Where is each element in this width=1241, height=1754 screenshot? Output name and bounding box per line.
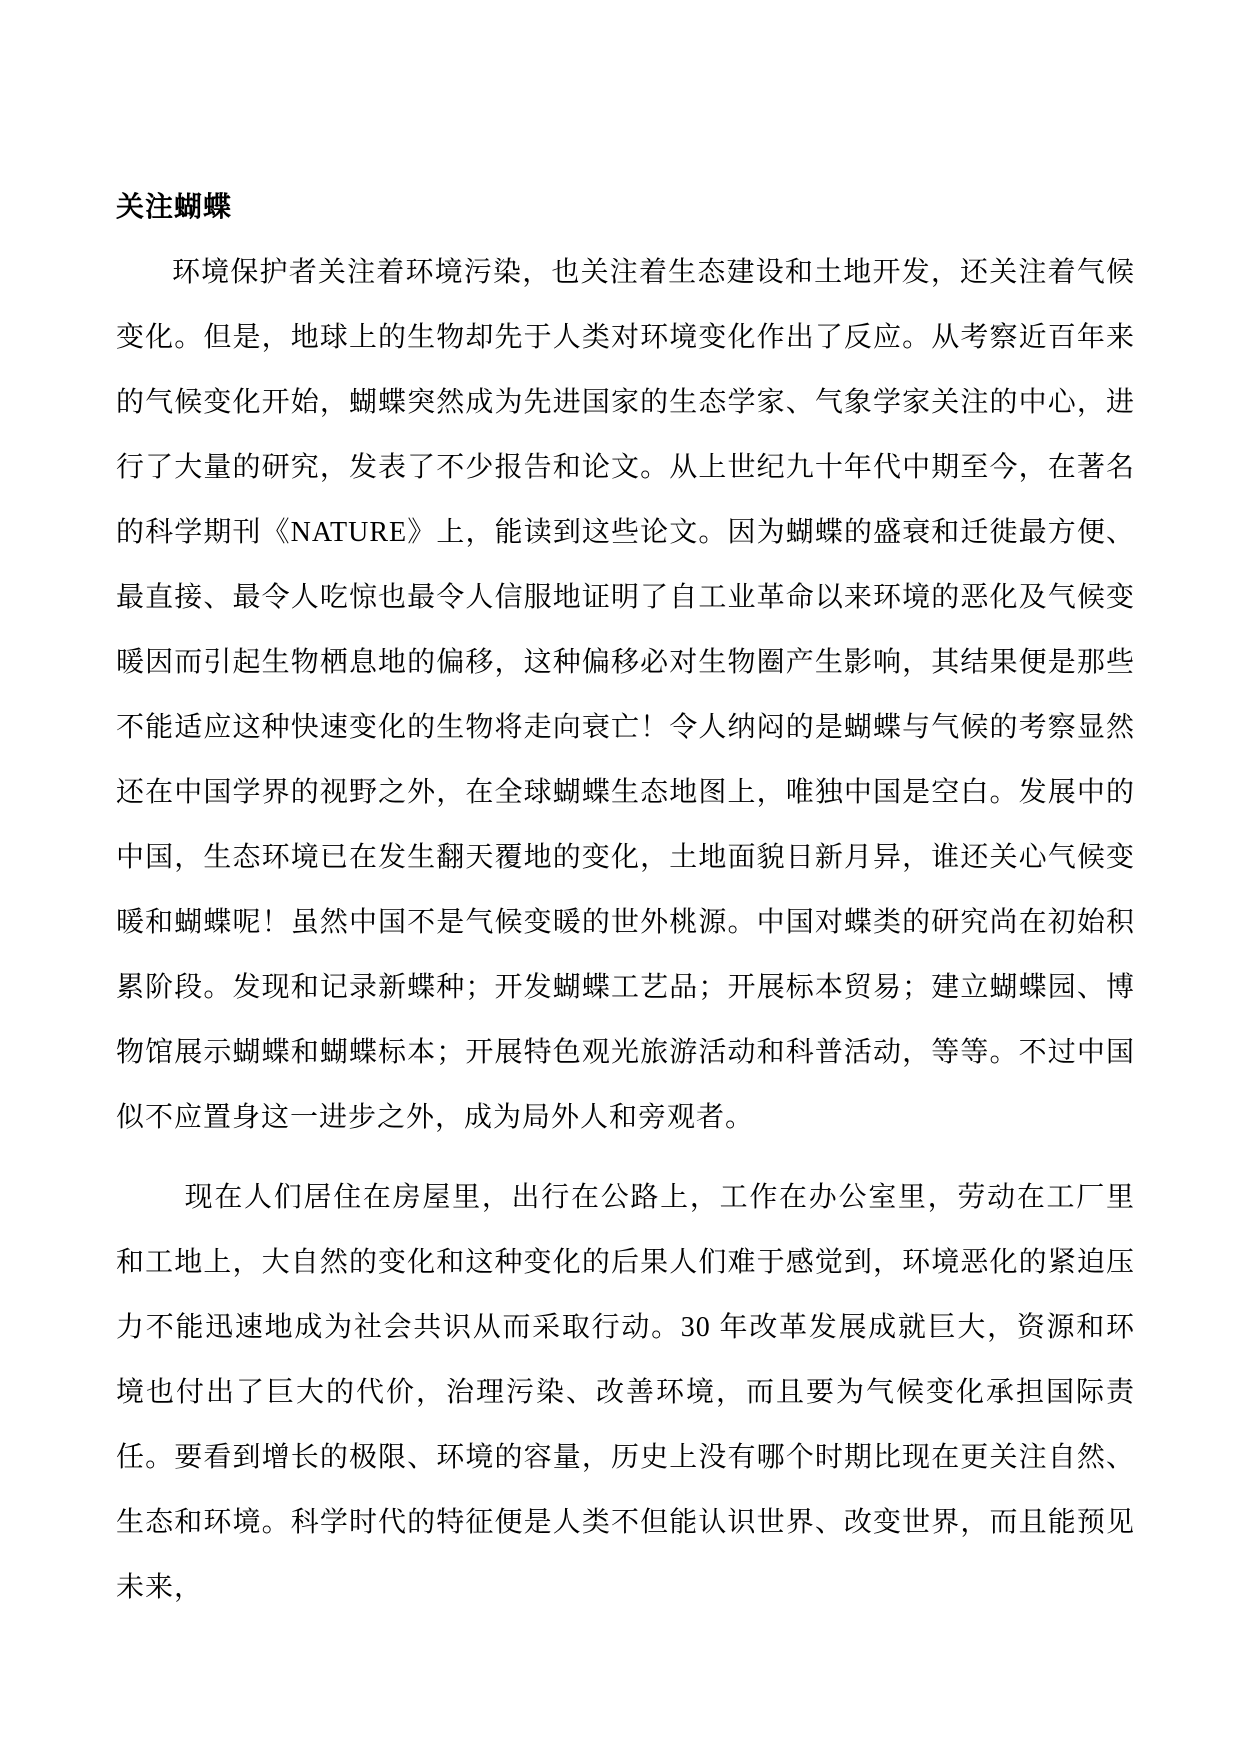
document-title: 关注蝴蝶: [116, 192, 233, 223]
paragraph-2: 现在人们居住在房屋里，出行在公路上，工作在办公室里，劳动在工厂里和工地上，大自然的变化和这种变化的后果人们难于感觉到，环境恶化的紧迫压力不能迅速地成为社会共识从而采取行动。30 年改革发展成就巨大，资源和环境也付出了巨大的代价，治理污染、改善环境，而且要为气候变化承担国际责任。要看到增长的极限、环境的容量，历史上没有哪个时期比现在更关注自然、生态和环境。科学时代的特征便是人类不但能认识世界、改变世界，而且能预见未来，: [116, 1182, 1135, 1603]
paragraph-1: 环境保护者关注着环境污染，也关注着生态建设和土地开发，还关注着气候变化。但是，地球上的生物却先于人类对环境变化作出了反应。从考察近百年来的气候变化开始，蝴蝶突然成为先进国家的生态学家、气象学家关注的中心，进行了大量的研究，发表了不少报告和论文。从上世纪九十年代中期至今，在著名的科学期刊《NATURE》上，能读到这些论文。因为蝴蝶的盛衰和迁徙最方便、最直接、最令人吃惊也最令人信服地证明了自工业革命以来环境的恶化及气候变暖因而引起生物栖息地的偏移，这种偏移必对生物圈产生影响，其结果便是那些不能适应这种快速变化的生物将走向衰亡！令人纳闷的是蝴蝶与气候的考察显然还在中国学界的视野之外，在全球蝴蝶生态地图上，唯独中国是空白。发展中的中国，生态环境已在发生翻天覆地的变化，土地面貌日新月异，谁还关心气候变暖和蝴蝶呢！虽然中国不是气候变暖的世外桃源。中国对蝶类的研究尚在初始积累阶段。发现和记录新蝶种；开发蝴蝶工艺品；开展标本贸易；建立蝴蝶园、博物馆展示蝴蝶和蝴蝶标本；开展特色观光旅游活动和科普活动，等等。不过中国似不应置身这一进步之外，成为局外人和旁观者。: [116, 257, 1135, 1133]
